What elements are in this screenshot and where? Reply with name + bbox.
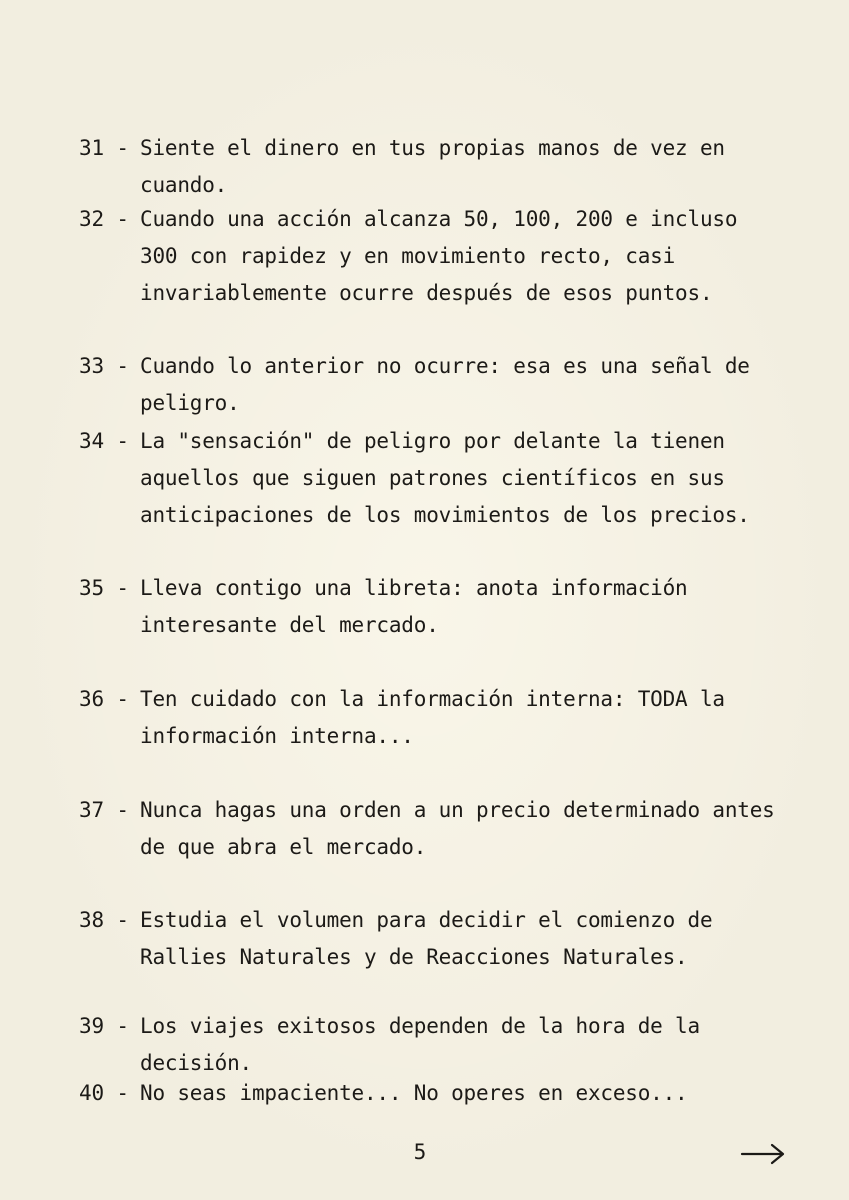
item-text: Cuando una acción alcanza 50, 100, 200 e incluso 300 con rapidez y en movimiento recto, casi invariablemente ocurre después de esos puntos. xyxy=(140,207,738,305)
item-number: 37 - xyxy=(79,798,129,822)
item-number: 36 - xyxy=(79,687,129,711)
item-text: Cuando lo anterior no ocurre: esa es una señal de peligro. xyxy=(140,354,750,415)
item-text: La "sensación" de peligro por delante la tienen aquellos que siguen patrones científicos en sus anticipaciones de los movimientos de los precios. xyxy=(140,429,750,527)
item-number: 40 - xyxy=(79,1081,129,1105)
arrow-right-icon-svg xyxy=(740,1140,786,1168)
item-number: 32 - xyxy=(79,207,129,231)
item-number: 33 - xyxy=(79,354,129,378)
item-text: Nunca hagas una orden a un precio determinado antes de que abra el mercado. xyxy=(140,798,775,859)
item-number: 34 - xyxy=(79,429,129,453)
page-number: 5 xyxy=(413,1140,427,1164)
item-text: Lleva contigo una libreta: anota información interesante del mercado. xyxy=(140,576,688,637)
item-number: 38 - xyxy=(79,908,129,932)
item-number: 35 - xyxy=(79,576,129,600)
arrow-right-icon[interactable] xyxy=(740,1140,786,1168)
item-text: Estudia el volumen para decidir el comienzo de Rallies Naturales y de Reacciones Naturales. xyxy=(140,908,713,969)
item-text: Los viajes exitosos dependen de la hora de la decisión. xyxy=(140,1014,700,1075)
item-text: Siente el dinero en tus propias manos de vez en cuando. xyxy=(140,136,725,197)
item-number: 39 - xyxy=(79,1014,129,1038)
item-text: No seas impaciente... No operes en exceso... xyxy=(140,1081,688,1105)
item-text: Ten cuidado con la información interna: TODA la información interna... xyxy=(140,687,725,748)
item-number: 31 - xyxy=(79,136,129,160)
